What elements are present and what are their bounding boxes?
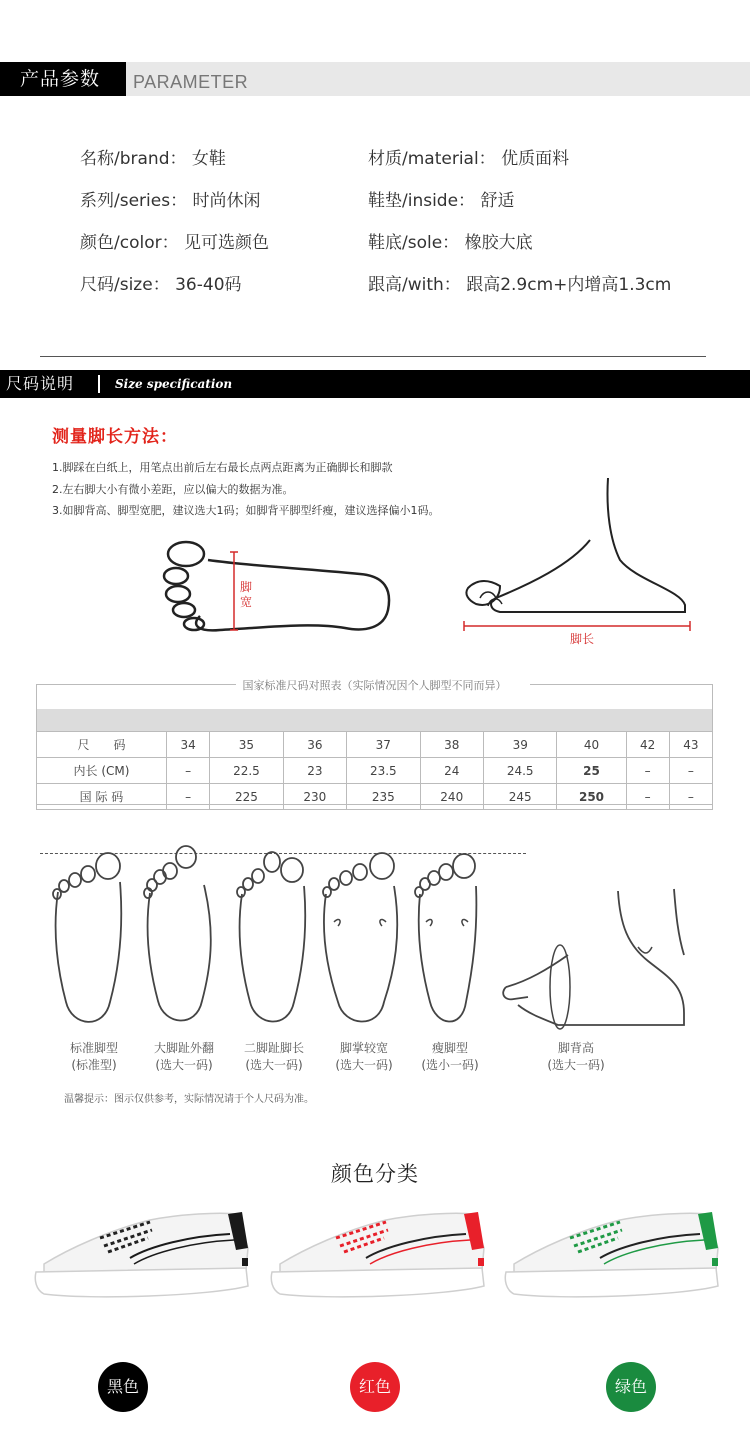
- parameter-title-en: PARAMETER: [133, 72, 249, 92]
- row-label: 尺 码: [37, 732, 167, 758]
- tip-note: 温馨提示：图示仅供参考，实际情况请于个人尺码为准。: [64, 1094, 314, 1105]
- cell: –: [626, 758, 669, 784]
- param-size: 尺码/size： 36-40码: [80, 275, 242, 295]
- cell: 43: [669, 732, 712, 758]
- table-row: [37, 784, 713, 810]
- foot-type-label: 大脚趾外翻 (选大一码): [153, 1041, 214, 1072]
- param-color: 颜色/color： 见可选颜色: [80, 233, 269, 253]
- cell: 245: [483, 784, 557, 810]
- shoe-black-image[interactable]: [30, 1208, 255, 1303]
- cell: 240: [420, 784, 483, 810]
- row-label: 内长 (CM): [37, 758, 167, 784]
- color-option-black[interactable]: 黑色: [98, 1362, 148, 1412]
- cell: 24.5: [483, 758, 557, 784]
- cell: 37: [347, 732, 421, 758]
- foot-bunion-icon: [140, 845, 220, 1031]
- cell: 230: [283, 784, 346, 810]
- cell: 23.5: [347, 758, 421, 784]
- measure-step-2: 2.左右脚大小有微小差距，应以偏大的数据为准。: [52, 483, 294, 496]
- cell: 225: [210, 784, 284, 810]
- param-brand: 名称/brand： 女鞋: [80, 149, 226, 169]
- param-sole: 鞋底/sole： 橡胶大底: [368, 233, 533, 253]
- cell: 34: [167, 732, 210, 758]
- cell: 24: [420, 758, 483, 784]
- foot-high-instep-icon: [498, 885, 698, 1035]
- foot-width-label: 脚宽: [240, 580, 253, 609]
- foot-type-label: 脚掌较宽 (选大一码): [335, 1041, 393, 1072]
- cell: 235: [347, 784, 421, 810]
- cell: 250: [557, 784, 626, 810]
- header-separator: [98, 375, 100, 393]
- size-spec-title-cn: 尺码说明: [6, 374, 75, 393]
- size-table-title: 国家标准尺码对照表（实际情况因个人脚型不同而异）: [242, 679, 507, 692]
- section-divider: [40, 356, 706, 357]
- foot-type-label: 瘦脚型 (选小一码): [421, 1041, 479, 1072]
- cell: 22.5: [210, 758, 284, 784]
- cell: 35: [210, 732, 284, 758]
- foot-type-label: 二脚趾脚长 (选大一码): [243, 1041, 304, 1072]
- foot-length-label: 脚长: [570, 632, 595, 646]
- cell: 40: [557, 732, 626, 758]
- cell: 36: [283, 732, 346, 758]
- cell: 39: [483, 732, 557, 758]
- parameter-title-cn: 产品参数: [0, 62, 126, 96]
- foot-type-label: 脚背高 (选大一码): [547, 1041, 605, 1072]
- foot-side-length-illustration: [460, 470, 700, 620]
- foot-long-second-toe-icon: [232, 850, 312, 1032]
- foot-type-label: 标准脚型 (标准型): [69, 1041, 118, 1072]
- cell: –: [669, 784, 712, 810]
- measure-step-3: 3.如脚背高、脚型宽肥，建议选大1码；如脚背平脚型纤瘦，建议选择偏小1码。: [52, 504, 440, 517]
- cell: 38: [420, 732, 483, 758]
- table-row: [37, 758, 713, 784]
- size-spec-header-bar: [0, 370, 750, 398]
- measure-method-title: 测量脚长方法：: [52, 427, 178, 447]
- foot-wide-forefoot-icon: [320, 850, 400, 1032]
- table-row: [37, 732, 713, 758]
- param-material: 材质/material： 优质面料: [368, 149, 570, 169]
- param-series: 系列/series： 时尚休闲: [80, 191, 261, 211]
- color-option-green[interactable]: 绿色: [606, 1362, 656, 1412]
- shoe-red-image[interactable]: [266, 1208, 491, 1303]
- shoe-green-image[interactable]: [500, 1208, 725, 1303]
- cell: –: [167, 758, 210, 784]
- color-option-red[interactable]: 红色: [350, 1362, 400, 1412]
- size-table-gray-band: [37, 709, 712, 731]
- size-spec-title-en: Size specification: [115, 377, 233, 391]
- cell: –: [626, 784, 669, 810]
- size-table: [36, 731, 713, 810]
- measure-step-1: 1.脚踩在白纸上，用笔点出前后左右最长点两点距离为正确脚长和脚款: [52, 461, 393, 474]
- cell: 25: [557, 758, 626, 784]
- foot-standard-icon: [48, 852, 128, 1032]
- foot-slim-icon: [408, 850, 488, 1032]
- param-inside: 鞋垫/inside： 舒适: [368, 191, 515, 211]
- param-heel: 跟高/with： 跟高2.9cm+内增高1.3cm: [368, 275, 672, 295]
- row-label: 国 际 码: [37, 784, 167, 810]
- color-category-title: 颜色分类: [331, 1162, 419, 1186]
- cell: –: [167, 784, 210, 810]
- cell: –: [669, 758, 712, 784]
- cell: 23: [283, 758, 346, 784]
- cell: 42: [626, 732, 669, 758]
- foot-sole-width-illustration: [160, 538, 400, 638]
